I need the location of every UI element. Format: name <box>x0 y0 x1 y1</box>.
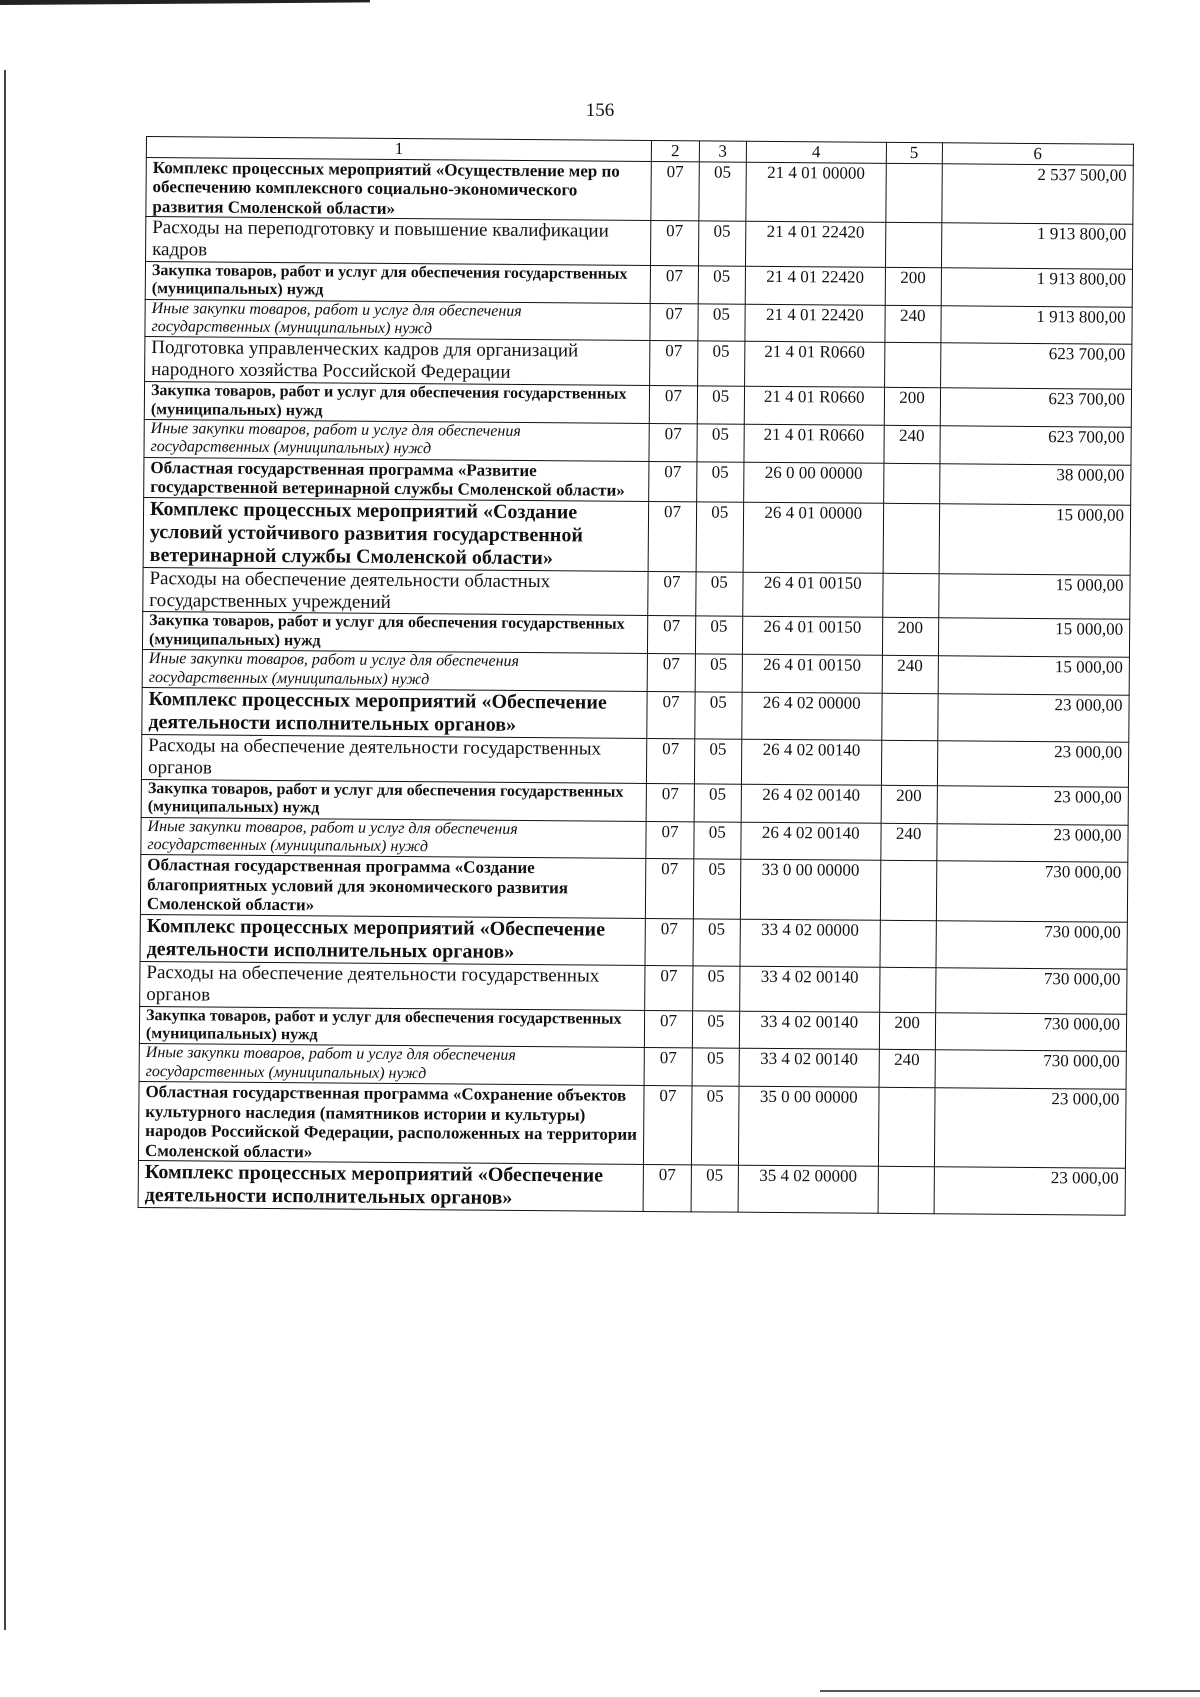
row-section: 07 <box>646 821 694 859</box>
row-amount: 15 000,00 <box>938 656 1130 695</box>
row-amount: 23 000,00 <box>937 785 1129 824</box>
row-target-code: 21 4 01 R0660 <box>744 386 884 425</box>
row-amount: 1 913 800,00 <box>941 223 1133 269</box>
row-subsection: 05 <box>695 572 743 617</box>
row-subsection: 05 <box>693 859 741 919</box>
header-col-1: 1 <box>146 137 651 162</box>
row-target-code: 33 0 00 00000 <box>740 859 880 920</box>
row-subsection: 05 <box>698 303 746 341</box>
row-section: 07 <box>645 1010 693 1048</box>
row-name: Закупка товаров, работ и услуг для обеспечения государственных (муниципальных) нужд <box>145 261 651 303</box>
row-target-code: 26 0 00 00000 <box>744 462 884 503</box>
row-section: 07 <box>651 161 699 221</box>
row-expense-type: 240 <box>884 425 940 463</box>
row-amount: 730 000,00 <box>936 861 1128 922</box>
row-expense-type <box>879 967 935 1012</box>
row-name: Подготовка управленческих кадров для организаций народного хозяйства Российской Федерации <box>145 337 651 386</box>
table-row <box>146 157 1133 224</box>
row-section: 07 <box>649 423 697 461</box>
table-row <box>140 914 1127 969</box>
row-amount: 15 000,00 <box>938 618 1130 657</box>
header-col-5: 5 <box>886 142 942 163</box>
row-name: Комплекс процессных мероприятий «Создание условий устойчивого развития государственной ветеринарной службы Смоленской области» <box>143 497 649 571</box>
row-expense-type <box>885 222 941 267</box>
row-name: Комплекс процессных мероприятий «Обеспечение деятельности исполнительных органов» <box>142 688 648 739</box>
header-col-3: 3 <box>699 141 746 162</box>
header-col-2: 2 <box>652 140 699 161</box>
row-target-code: 33 4 02 00000 <box>740 919 880 967</box>
table-row <box>143 497 1131 575</box>
row-amount: 2 537 500,00 <box>941 163 1133 224</box>
header-col-4: 4 <box>746 141 886 163</box>
row-section: 07 <box>650 303 698 341</box>
row-expense-type <box>883 463 939 504</box>
row-expense-type <box>884 343 940 388</box>
row-amount: 23 000,00 <box>936 823 1128 862</box>
row-expense-type <box>878 1087 935 1167</box>
row-name: Расходы на переподготовку и повышение квалификации кадров <box>146 217 652 266</box>
table-row <box>144 457 1131 505</box>
row-section: 07 <box>647 691 695 738</box>
row-subsection: 05 <box>697 341 745 386</box>
row-name: Иные закупки товаров, работ и услуг для обеспечения государственных (муниципальных) нужд <box>144 419 650 461</box>
row-target-code: 26 4 02 00140 <box>741 739 881 785</box>
table-row <box>142 688 1129 743</box>
row-amount: 1 913 800,00 <box>941 268 1133 307</box>
row-subsection: 05 <box>694 739 742 784</box>
table-body <box>138 157 1133 1216</box>
row-section: 07 <box>650 341 698 386</box>
header-col-6: 6 <box>942 143 1134 165</box>
row-name: Закупка товаров, работ и услуг для обеспечения государственных (муниципальных) нужд <box>142 612 648 654</box>
row-section: 07 <box>645 918 693 965</box>
row-name: Закупка товаров, работ и услуг для обеспечения государственных (муниципальных) нужд <box>141 779 647 821</box>
table-row <box>146 217 1133 269</box>
row-target-code: 21 4 01 R0660 <box>744 424 884 463</box>
row-subsection: 05 <box>696 462 744 502</box>
row-name: Расходы на обеспечение деятельности государственных органов <box>141 735 647 784</box>
row-expense-type <box>881 740 937 785</box>
row-target-code: 21 4 01 00000 <box>746 162 886 223</box>
row-name: Расходы на обеспечение деятельности областных государственных учреждений <box>143 567 649 616</box>
row-expense-type: 240 <box>882 656 938 694</box>
row-section: 07 <box>647 654 695 692</box>
row-amount: 730 000,00 <box>935 968 1127 1014</box>
row-name: Комплекс процессных мероприятий «Обеспечение деятельности исполнительных органов» <box>138 1161 644 1212</box>
row-target-code: 26 4 02 00000 <box>742 692 882 740</box>
row-amount: 23 000,00 <box>937 741 1129 787</box>
row-amount: 23 000,00 <box>937 694 1129 743</box>
row-target-code: 26 4 01 00150 <box>742 617 882 656</box>
row-expense-type: 200 <box>884 387 940 425</box>
row-expense-type <box>878 1167 934 1214</box>
table-row <box>143 567 1130 619</box>
scan-artifact-left-edge <box>4 70 6 1630</box>
row-expense-type <box>880 861 936 921</box>
row-section: 07 <box>651 221 699 266</box>
row-target-code: 21 4 01 22420 <box>745 304 885 343</box>
row-expense-type: 240 <box>881 823 937 861</box>
row-subsection: 05 <box>697 424 745 462</box>
row-subsection: 05 <box>691 1086 739 1166</box>
row-expense-type: 200 <box>879 1012 935 1050</box>
row-section: 07 <box>646 783 694 821</box>
row-amount: 623 700,00 <box>940 388 1132 427</box>
row-expense-type <box>881 693 937 740</box>
row-name: Иные закупки товаров, работ и услуг для обеспечения государственных (муниципальных) нужд <box>141 817 647 859</box>
row-name: Закупка товаров, работ и услуг для обеспечения государственных (муниципальных) нужд <box>139 1006 645 1048</box>
row-target-code: 35 0 00 00000 <box>738 1086 878 1166</box>
row-name: Закупка товаров, работ и услуг для обеспечения государственных (муниципальных) нужд <box>144 382 650 424</box>
row-section: 07 <box>647 738 695 783</box>
row-subsection: 05 <box>696 502 744 572</box>
row-section: 07 <box>648 501 696 571</box>
row-expense-type: 240 <box>885 305 941 343</box>
row-amount: 23 000,00 <box>934 1167 1126 1216</box>
row-section: 07 <box>643 1165 691 1212</box>
row-amount: 730 000,00 <box>936 921 1128 970</box>
row-amount: 730 000,00 <box>935 1012 1127 1051</box>
row-section: 07 <box>648 571 696 616</box>
row-name: Иные закупки товаров, работ и услуг для обеспечения государственных (муниципальных) нужд <box>145 299 651 341</box>
scan-artifact-bottom <box>820 1690 1200 1692</box>
page-number: 156 <box>585 100 615 121</box>
row-section: 07 <box>644 1086 692 1166</box>
row-target-code: 21 4 01 R0660 <box>744 342 884 388</box>
row-name: Комплекс процессных мероприятий «Обеспечение деятельности исполнительных органов» <box>140 914 646 965</box>
row-target-code: 33 4 02 00140 <box>739 1049 879 1088</box>
row-subsection: 05 <box>694 692 742 739</box>
row-section: 07 <box>645 965 693 1010</box>
table-row <box>138 1161 1125 1216</box>
row-subsection: 05 <box>695 616 743 654</box>
row-section: 07 <box>651 265 699 303</box>
row-target-code: 26 4 02 00140 <box>741 784 881 823</box>
row-section: 07 <box>649 461 697 501</box>
row-name: Областная государственная программа «Сохранение объектов культурного наследия (памятников истории и культуры) народов Российской Федерации, расположенных на территории Смоленской области» <box>138 1082 644 1165</box>
row-amount: 15 000,00 <box>939 504 1131 576</box>
table-row <box>145 337 1132 389</box>
row-subsection: 05 <box>692 966 740 1011</box>
row-name: Комплекс процессных мероприятий «Осуществление мер по обеспечению комплексного социально-экономического развития Смоленской области» <box>146 157 652 221</box>
row-amount: 623 700,00 <box>940 426 1132 465</box>
row-subsection: 05 <box>697 386 745 424</box>
row-subsection: 05 <box>694 784 742 822</box>
row-amount: 23 000,00 <box>934 1088 1126 1169</box>
row-expense-type: 200 <box>881 785 937 823</box>
row-subsection: 05 <box>692 1010 740 1048</box>
row-amount: 730 000,00 <box>935 1050 1127 1089</box>
row-name: Областная государственная программа «Создание благоприятных условий для экономического развития Смоленской области» <box>140 855 646 919</box>
row-name: Иные закупки товаров, работ и услуг для обеспечения государственных (муниципальных) нужд <box>139 1044 645 1086</box>
row-expense-type: 240 <box>879 1050 935 1088</box>
table-row <box>140 961 1127 1013</box>
row-subsection: 05 <box>698 266 746 304</box>
row-target-code: 26 4 01 00000 <box>743 502 883 573</box>
row-subsection: 05 <box>698 221 746 266</box>
row-amount: 1 913 800,00 <box>940 305 1132 344</box>
row-subsection: 05 <box>695 654 743 692</box>
row-target-code: 26 4 01 00150 <box>742 654 882 693</box>
row-section: 07 <box>650 386 698 424</box>
row-section: 07 <box>648 616 696 654</box>
row-amount: 38 000,00 <box>939 463 1131 505</box>
row-subsection: 05 <box>698 161 746 221</box>
row-name: Областная государственная программа «Развитие государственной ветеринарной службы Смоленской области» <box>144 457 650 501</box>
row-subsection: 05 <box>691 1165 739 1212</box>
row-expense-type <box>883 503 939 573</box>
row-subsection: 05 <box>693 919 741 966</box>
row-expense-type: 200 <box>885 267 941 305</box>
row-target-code: 26 4 01 00150 <box>743 572 883 618</box>
row-target-code: 35 4 02 00000 <box>738 1166 878 1214</box>
row-name: Иные закупки товаров, работ и услуг для обеспечения государственных (муниципальных) нужд <box>142 650 648 692</box>
row-target-code: 21 4 01 22420 <box>745 221 885 267</box>
row-expense-type: 200 <box>882 618 938 656</box>
row-section: 07 <box>646 859 694 919</box>
budget-table <box>138 136 1134 1216</box>
scan-artifact-top <box>0 0 370 5</box>
row-subsection: 05 <box>692 1048 740 1086</box>
table-row <box>138 1082 1126 1169</box>
row-section: 07 <box>644 1048 692 1086</box>
row-name: Расходы на обеспечение деятельности государственных органов <box>140 961 646 1010</box>
row-expense-type <box>880 920 936 967</box>
table-row <box>140 855 1127 922</box>
row-amount: 623 700,00 <box>940 343 1132 389</box>
row-target-code: 26 4 02 00140 <box>741 822 881 861</box>
table-row <box>141 735 1128 787</box>
row-target-code: 33 4 02 00140 <box>739 1011 879 1050</box>
row-amount: 15 000,00 <box>938 574 1130 620</box>
row-target-code: 33 4 02 00140 <box>740 966 880 1012</box>
row-target-code: 21 4 01 22420 <box>745 266 885 305</box>
row-expense-type <box>882 573 938 618</box>
row-subsection: 05 <box>693 821 741 859</box>
row-expense-type <box>886 163 942 223</box>
